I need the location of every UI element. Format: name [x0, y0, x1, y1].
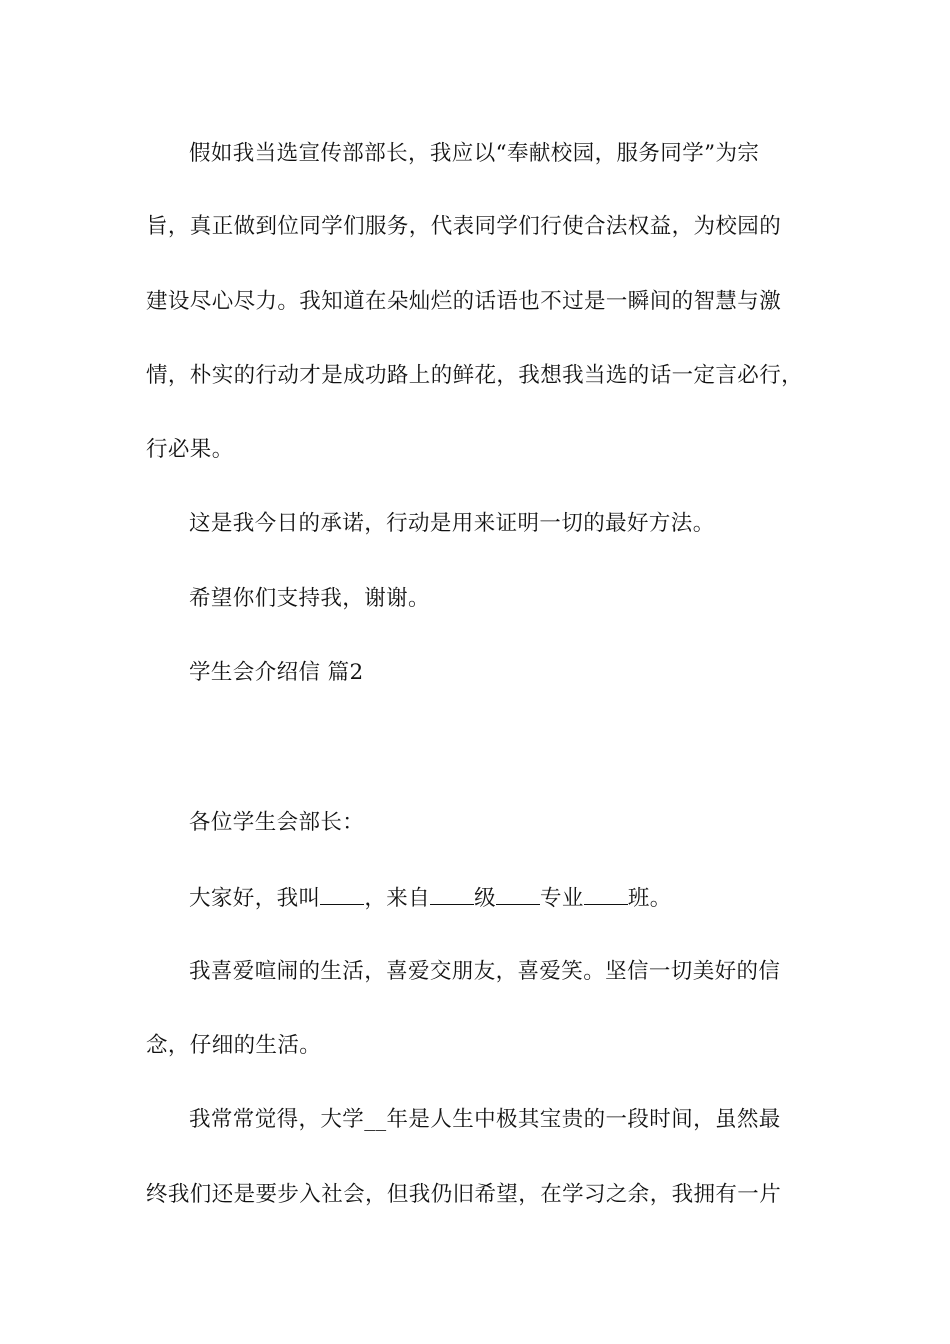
paragraph-line: 旨，真正做到位同学们服务，代表同学们行使合法权益，为校园的 [146, 214, 782, 239]
paragraph-line: 建设尽心尽力。我知道在朵灿烂的话语也不过是一瞬间的智慧与激 [146, 289, 782, 314]
paragraph-line: 终我们还是要步入社会，但我仍旧希望，在学习之余，我拥有一片 [146, 1182, 782, 1207]
section-heading: 学生会介绍信 篇2 [189, 660, 364, 685]
paragraph-line: 我常常觉得，大学__年是人生中极其宝贵的一段时间，虽然最 [189, 1107, 781, 1132]
paragraph-line: 念，仔细的生活。 [146, 1033, 322, 1058]
fill-in-blank [320, 882, 364, 905]
salutation: 各位学生会部长： [189, 810, 365, 835]
paragraph-line: 假如我当选宣传部部长，我应以“奉献校园，服务同学”为宗 [189, 141, 760, 166]
intro-text: 班。 [627, 886, 672, 911]
paragraph-line: 行必果。 [146, 437, 234, 462]
intro-text: ，来自 [364, 886, 431, 911]
paragraph-line: 情，朴实的行动才是成功路上的鲜花，我想我当选的话一定言必行， [146, 363, 804, 388]
paragraph-line: 希望你们支持我，谢谢。 [189, 586, 430, 611]
intro-text: 级 [474, 886, 497, 911]
paragraph-line: 这是我今日的承诺，行动是用来证明一切的最好方法。 [189, 511, 715, 536]
fill-in-blank [430, 882, 474, 905]
intro-text: 专业 [540, 886, 584, 911]
intro-text: 大家好，我叫 [189, 886, 321, 911]
paragraph-line: 我喜爱喧闹的生活，喜爱交朋友，喜爱笑。坚信一切美好的信 [189, 959, 781, 984]
fill-in-blank [496, 882, 540, 905]
fill-in-blank [584, 882, 628, 905]
intro-line [189, 882, 672, 914]
